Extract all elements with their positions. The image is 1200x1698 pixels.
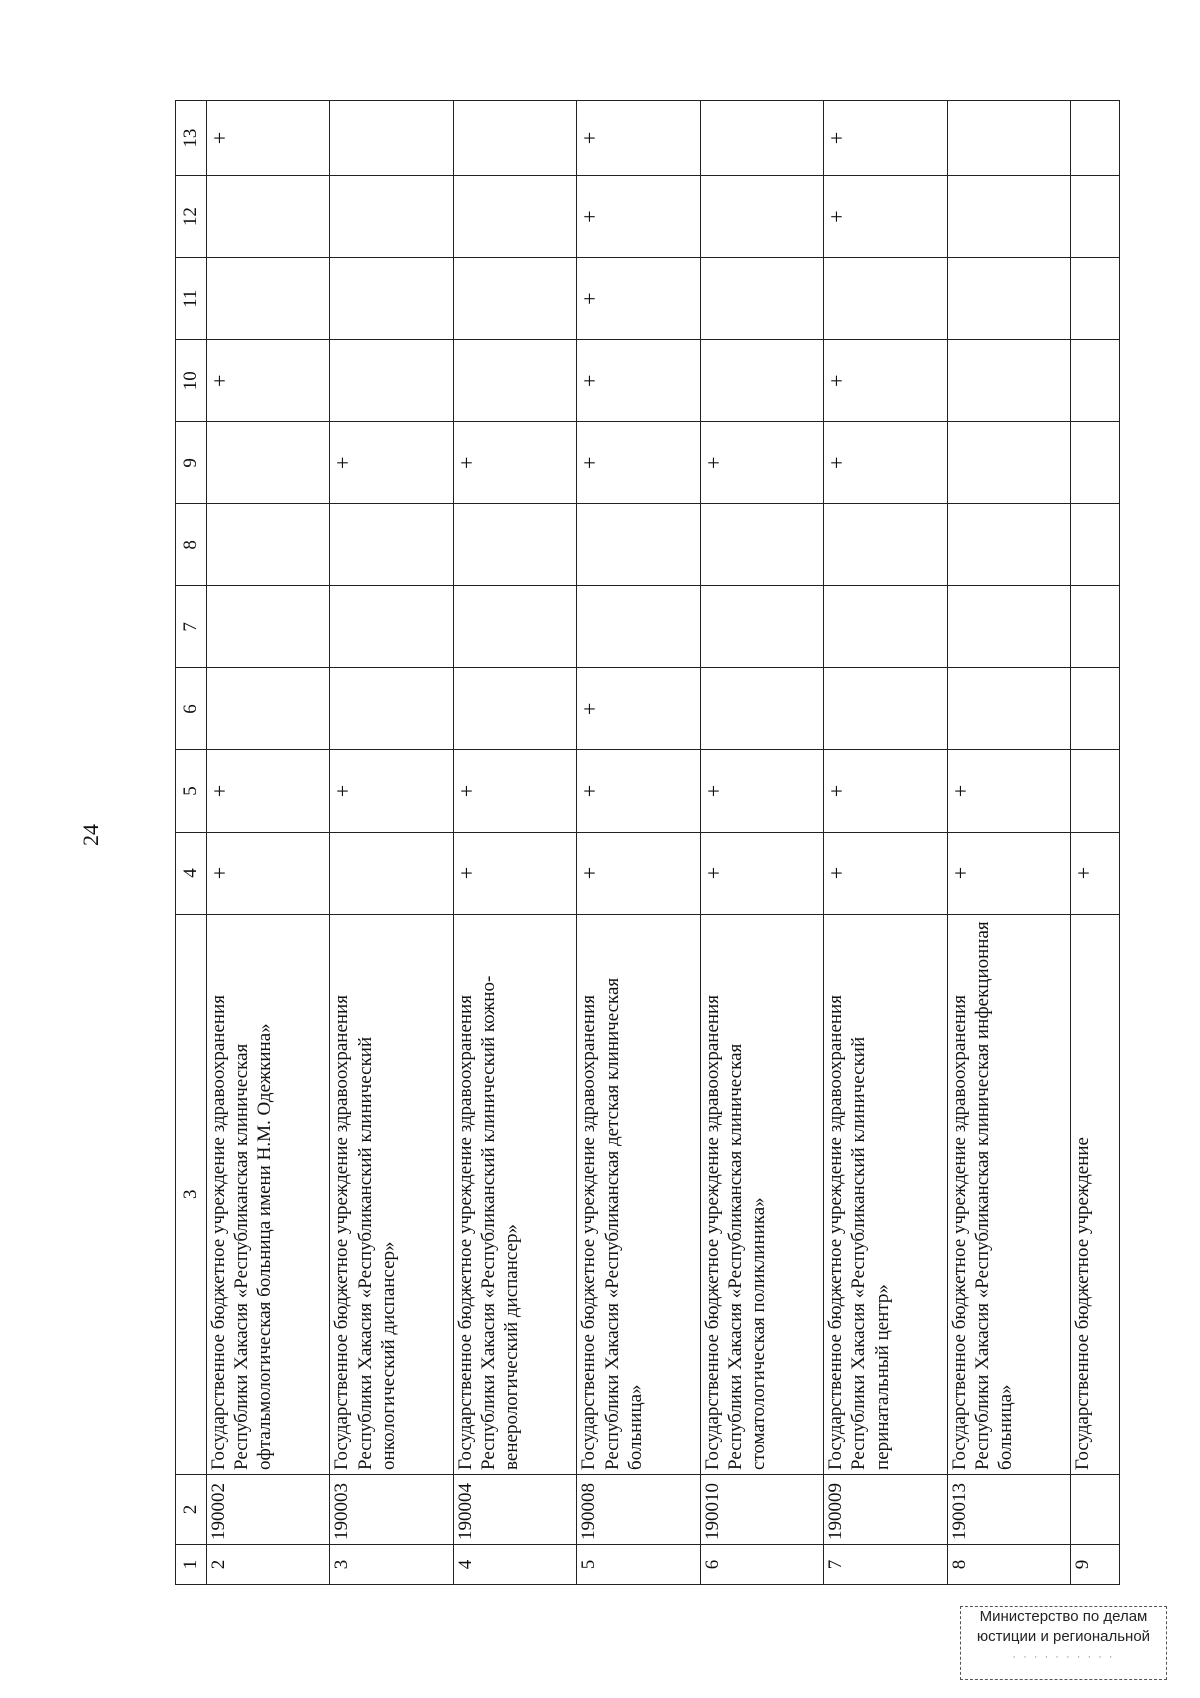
organization-code: 190009 <box>824 1474 947 1544</box>
mark-cell-col-11 <box>453 258 576 340</box>
table-row <box>453 101 576 1585</box>
mark-cell-col-8 <box>453 504 576 586</box>
column-header-2: 2 <box>176 1474 207 1544</box>
mark-cell-col-8 <box>207 504 330 586</box>
mark-cell-col-12: + <box>577 176 700 258</box>
mark-cell-col-13 <box>947 101 1070 176</box>
column-header-11: 11 <box>176 258 207 340</box>
table-row <box>330 101 453 1585</box>
organization-code <box>1071 1474 1120 1544</box>
mark-cell-col-6 <box>824 668 947 750</box>
mark-cell-col-6 <box>1071 668 1120 750</box>
mark-cell-col-4: + <box>1071 832 1120 914</box>
mark-cell-col-9 <box>207 422 330 504</box>
mark-cell-col-5 <box>1071 750 1120 832</box>
column-header-3: 3 <box>176 914 207 1474</box>
mark-cell-col-6 <box>453 668 576 750</box>
mark-cell-col-8 <box>824 504 947 586</box>
mark-cell-col-10: + <box>577 340 700 422</box>
mark-cell-col-11 <box>330 258 453 340</box>
mark-cell-col-10 <box>700 340 823 422</box>
mark-cell-col-8 <box>700 504 823 586</box>
row-number: 3 <box>330 1544 453 1584</box>
table-row <box>1071 101 1120 1585</box>
mark-cell-col-7 <box>453 586 576 668</box>
mark-cell-col-5: + <box>453 750 576 832</box>
mark-cell-col-13 <box>453 101 576 176</box>
mark-cell-col-6 <box>330 668 453 750</box>
row-number: 5 <box>577 1544 700 1584</box>
table-container <box>175 100 1120 1585</box>
column-header-8: 8 <box>176 504 207 586</box>
page-number: 24 <box>78 824 103 846</box>
registration-stamp <box>960 1606 1167 1680</box>
mark-cell-col-9: + <box>700 422 823 504</box>
mark-cell-col-7 <box>700 586 823 668</box>
row-number: 8 <box>947 1544 1070 1584</box>
organization-code: 190003 <box>330 1474 453 1544</box>
mark-cell-col-9: + <box>824 422 947 504</box>
mark-cell-col-10: + <box>207 340 330 422</box>
mark-cell-col-4: + <box>577 832 700 914</box>
organization-code: 190008 <box>577 1474 700 1544</box>
organization-name: Государственное бюджетное учреждение здравоохранения Республики Хакасия «Республиканская клиническая стоматологическая поликлиника» <box>700 914 823 1474</box>
mark-cell-col-8 <box>947 504 1070 586</box>
mark-cell-col-12 <box>453 176 576 258</box>
row-number: 9 <box>1071 1544 1120 1584</box>
mark-cell-col-8 <box>330 504 453 586</box>
mark-cell-col-12 <box>947 176 1070 258</box>
mark-cell-col-7 <box>947 586 1070 668</box>
mark-cell-col-10 <box>947 340 1070 422</box>
column-header-12: 12 <box>176 176 207 258</box>
table-row <box>824 101 947 1585</box>
column-header-6: 6 <box>176 668 207 750</box>
organization-name: Государственное бюджетное учреждение здравоохранения Республики Хакасия «Республиканский клинический онкологический диспансер» <box>330 914 453 1474</box>
mark-cell-col-6 <box>947 668 1070 750</box>
mark-cell-col-6 <box>700 668 823 750</box>
mark-cell-col-13 <box>1071 101 1120 176</box>
mark-cell-col-4: + <box>824 832 947 914</box>
mark-cell-col-13 <box>700 101 823 176</box>
mark-cell-col-12 <box>207 176 330 258</box>
mark-cell-col-6 <box>207 668 330 750</box>
mark-cell-col-11 <box>824 258 947 340</box>
mark-cell-col-13: + <box>207 101 330 176</box>
mark-cell-col-11 <box>1071 258 1120 340</box>
mark-cell-col-13: + <box>577 101 700 176</box>
organization-name: Государственное бюджетное учреждение <box>1071 914 1120 1474</box>
mark-cell-col-7 <box>207 586 330 668</box>
register-table <box>175 100 1120 1585</box>
mark-cell-col-9: + <box>330 422 453 504</box>
column-header-4: 4 <box>176 832 207 914</box>
stamp-line-2: юстиции и региональной <box>976 1628 1151 1645</box>
table-row <box>700 101 823 1585</box>
row-number: 6 <box>700 1544 823 1584</box>
mark-cell-col-13 <box>330 101 453 176</box>
mark-cell-col-9: + <box>577 422 700 504</box>
mark-cell-col-9 <box>1071 422 1120 504</box>
mark-cell-col-11: + <box>577 258 700 340</box>
mark-cell-col-9: + <box>453 422 576 504</box>
mark-cell-col-10 <box>330 340 453 422</box>
mark-cell-col-8 <box>577 504 700 586</box>
stamp-line-3: · · · · · · · · · · <box>1012 1651 1115 1663</box>
table-header-row <box>176 101 207 1585</box>
mark-cell-col-7 <box>577 586 700 668</box>
mark-cell-col-8 <box>1071 504 1120 586</box>
mark-cell-col-4 <box>330 832 453 914</box>
organization-code: 190010 <box>700 1474 823 1544</box>
organization-name: Государственное бюджетное учреждение здравоохранения Республики Хакасия «Республиканский клинический перинатальный центр» <box>824 914 947 1474</box>
column-header-1: 1 <box>176 1544 207 1584</box>
mark-cell-col-5: + <box>330 750 453 832</box>
mark-cell-col-5: + <box>947 750 1070 832</box>
mark-cell-col-12 <box>330 176 453 258</box>
mark-cell-col-12 <box>1071 176 1120 258</box>
mark-cell-col-4: + <box>207 832 330 914</box>
mark-cell-col-10: + <box>824 340 947 422</box>
table-row <box>947 101 1070 1585</box>
row-number: 4 <box>453 1544 576 1584</box>
organization-code: 190002 <box>207 1474 330 1544</box>
mark-cell-col-5: + <box>207 750 330 832</box>
column-header-10: 10 <box>176 340 207 422</box>
mark-cell-col-6: + <box>577 668 700 750</box>
mark-cell-col-7 <box>824 586 947 668</box>
row-number: 2 <box>207 1544 330 1584</box>
column-header-7: 7 <box>176 586 207 668</box>
organization-name: Государственное бюджетное учреждение здравоохранения Республики Хакасия «Республиканская клиническая офтальмологическая больница имени Н.М. Одежкина» <box>207 914 330 1474</box>
organization-name: Государственное бюджетное учреждение здравоохранения Республики Хакасия «Республиканская клиническая инфекционная больница» <box>947 914 1070 1474</box>
mark-cell-col-11 <box>700 258 823 340</box>
table-row <box>207 101 330 1585</box>
organization-name: Государственное бюджетное учреждение здравоохранения Республики Хакасия «Республиканский клинический кожно-венерологический диспансер» <box>453 914 576 1474</box>
mark-cell-col-4: + <box>453 832 576 914</box>
mark-cell-col-5: + <box>824 750 947 832</box>
mark-cell-col-12 <box>700 176 823 258</box>
organization-name: Государственное бюджетное учреждение здравоохранения Республики Хакасия «Республиканская детская клиническая больница» <box>577 914 700 1474</box>
stamp-line-1: Министерство по делам <box>979 1608 1148 1625</box>
organization-code: 190004 <box>453 1474 576 1544</box>
mark-cell-col-11 <box>947 258 1070 340</box>
mark-cell-col-4: + <box>947 832 1070 914</box>
organization-code: 190013 <box>947 1474 1070 1544</box>
mark-cell-col-7 <box>1071 586 1120 668</box>
column-header-13: 13 <box>176 101 207 176</box>
mark-cell-col-10 <box>1071 340 1120 422</box>
mark-cell-col-7 <box>330 586 453 668</box>
table-body <box>207 101 1120 1585</box>
column-header-9: 9 <box>176 422 207 504</box>
mark-cell-col-9 <box>947 422 1070 504</box>
mark-cell-col-10 <box>453 340 576 422</box>
row-number: 7 <box>824 1544 947 1584</box>
mark-cell-col-4: + <box>700 832 823 914</box>
mark-cell-col-13: + <box>824 101 947 176</box>
column-header-5: 5 <box>176 750 207 832</box>
table-row <box>577 101 700 1585</box>
mark-cell-col-5: + <box>577 750 700 832</box>
mark-cell-col-5: + <box>700 750 823 832</box>
mark-cell-col-11 <box>207 258 330 340</box>
mark-cell-col-12: + <box>824 176 947 258</box>
